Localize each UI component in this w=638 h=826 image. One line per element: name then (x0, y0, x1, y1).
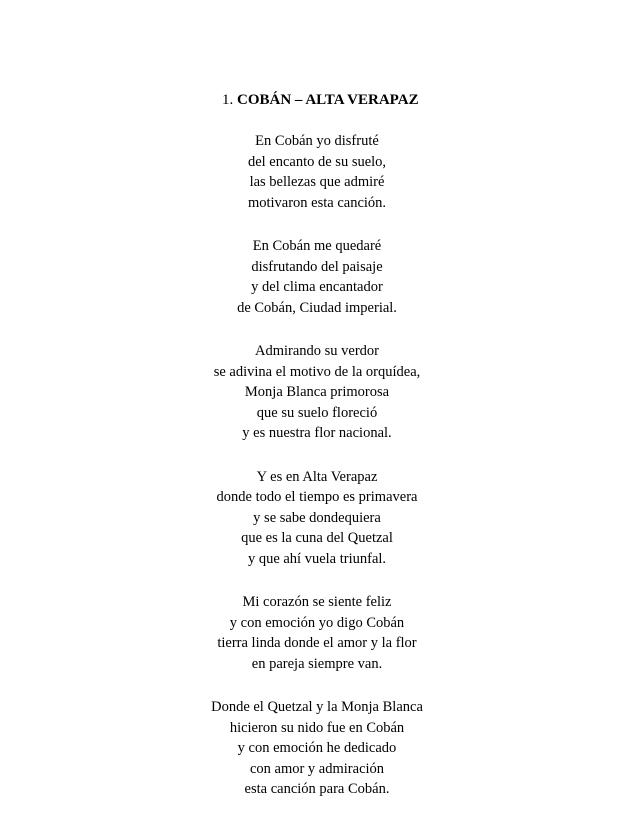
poem-line: tierra linda donde el amor y la flor (217, 635, 417, 651)
poem-line: donde todo el tiempo es primavera (216, 489, 418, 505)
stanza-1 (198, 131, 436, 213)
title-heading: COBÁN – ALTA VERAPAZ (237, 92, 419, 108)
stanza-2 (198, 236, 436, 318)
poem-line: y es nuestra flor nacional. (242, 425, 392, 441)
stanza-6 (198, 697, 436, 800)
poem-line: En Cobán yo disfruté (255, 133, 379, 149)
poem-line: y con emoción he dedicado (237, 740, 397, 756)
poem-line: Admirando su verdor (254, 343, 380, 359)
poem-line: y con emoción yo digo Cobán (229, 614, 405, 631)
stanza-5 (198, 592, 436, 674)
poem-line: motivaron esta canción. (247, 194, 387, 211)
stanza-3 (198, 341, 436, 444)
poem-line: de Cobán, Ciudad imperial. (237, 299, 397, 316)
poem-line: se adivina el motivo de la orquídea, (213, 363, 421, 380)
stanza-4 (198, 467, 436, 570)
poem-line: Donde el Quetzal y la Monja Blanca (211, 699, 423, 715)
poem-line: Mi corazón se siente feliz (242, 594, 392, 610)
poem-line: del encanto de su suelo, (247, 153, 387, 170)
poem-line: y que ahí vuela triunfal. (247, 550, 387, 567)
poem-body (198, 131, 436, 823)
poem-line: y se sabe dondequiera (253, 509, 381, 526)
poem-line: hicieron su nido fue en Cobán (229, 719, 405, 736)
poem-line: esta canción para Cobán. (244, 781, 390, 797)
poem-line: Monja Blanca primorosa (244, 384, 390, 400)
poem-line: que su suelo floreció (256, 404, 378, 421)
poem-line: con amor y admiración (249, 760, 385, 777)
poem-line: las bellezas que admiré (249, 174, 385, 190)
poem-line: que es la cuna del Quetzal (241, 530, 393, 546)
poem-line: disfrutando del paisaje (251, 258, 383, 275)
poem-line: en pareja siempre van. (251, 655, 383, 672)
poem-line: y del clima encantador (251, 279, 383, 295)
poem-line: En Cobán me quedaré (252, 238, 382, 254)
poem-title (222, 90, 419, 110)
poem-line: Y es en Alta Verapaz (256, 468, 378, 485)
title-number: 1. (222, 92, 234, 108)
